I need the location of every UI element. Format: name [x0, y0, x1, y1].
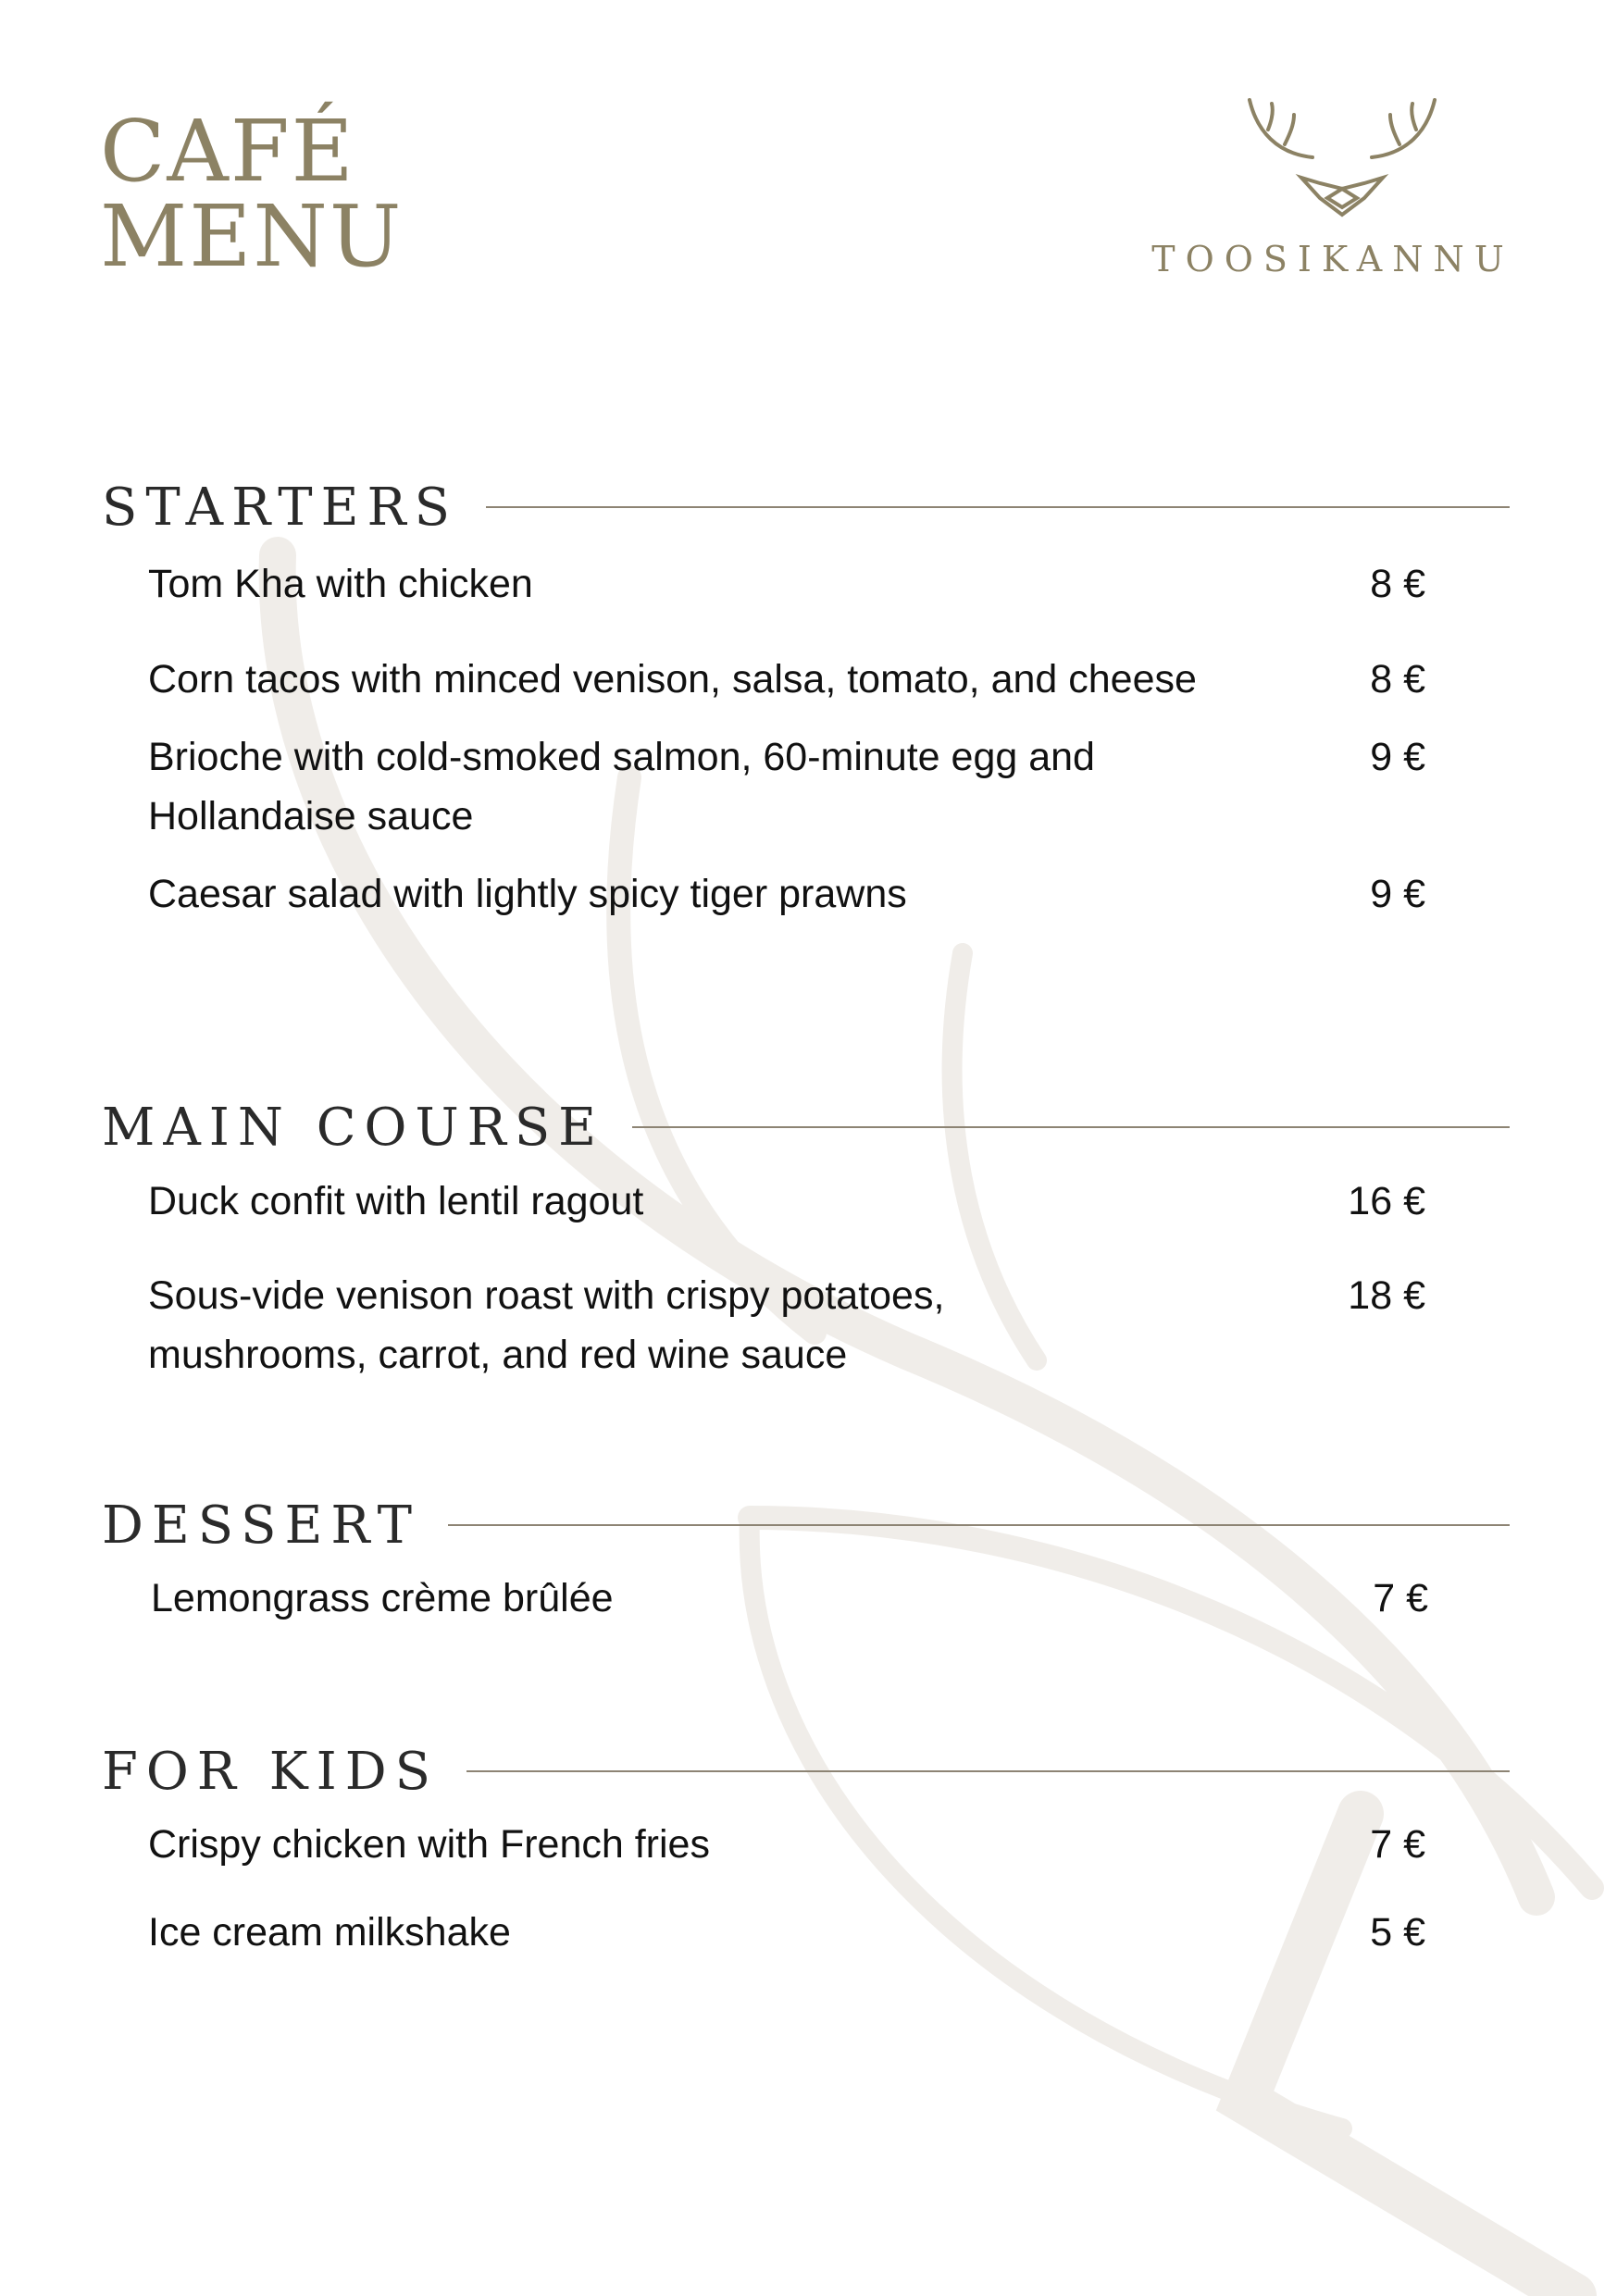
- section-title: STARTERS: [102, 477, 459, 538]
- section-header-starters: [102, 477, 1510, 538]
- item-price: 7 €: [1373, 1576, 1428, 1620]
- item-price: 7 €: [1370, 1822, 1425, 1867]
- item-name: Duck confit with lentil ragout: [148, 1179, 644, 1223]
- item-price: 18 €: [1348, 1273, 1425, 1318]
- page-title: [100, 102, 404, 286]
- section-title: FOR KIDS: [102, 1741, 439, 1802]
- section-divider: [466, 1770, 1510, 1772]
- item-name: Caesar salad with lightly spicy tiger prawns: [148, 872, 907, 916]
- section-title: DESSERT: [102, 1495, 420, 1556]
- item-price: 9 €: [1370, 872, 1425, 916]
- title-line-2: MENU: [100, 187, 404, 286]
- item-price: 16 €: [1348, 1179, 1425, 1223]
- item-price: 9 €: [1370, 735, 1425, 779]
- section-header-main-course: [102, 1097, 1510, 1158]
- brand-name: TOOSIKANNU: [1151, 239, 1514, 279]
- section-title: MAIN COURSE: [102, 1097, 605, 1158]
- section-header-dessert: [102, 1495, 1510, 1556]
- item-name: Brioche with cold-smoked salmon, 60-minute egg and Hollandaise sauce: [148, 735, 1095, 838]
- item-name: Ice cream milkshake: [148, 1910, 511, 1955]
- item-price: 8 €: [1370, 562, 1425, 606]
- section-divider: [448, 1524, 1510, 1526]
- item-name: Lemongrass crème brûlée: [151, 1576, 614, 1620]
- section-divider: [632, 1126, 1510, 1128]
- antler-logo-icon: [1231, 93, 1453, 231]
- item-name: Corn tacos with minced venison, salsa, tomato, and cheese: [148, 657, 1197, 701]
- item-price: 8 €: [1370, 657, 1425, 701]
- item-name: Tom Kha with chicken: [148, 562, 533, 606]
- item-name: Crispy chicken with French fries: [148, 1822, 710, 1867]
- title-line-1: CAFÉ: [100, 102, 355, 201]
- section-divider: [486, 506, 1510, 508]
- section-header-for-kids: [102, 1741, 1510, 1802]
- item-price: 5 €: [1370, 1910, 1425, 1955]
- item-name: Sous-vide venison roast with crispy potatoes, mushrooms, carrot, and red wine sauce: [148, 1273, 945, 1377]
